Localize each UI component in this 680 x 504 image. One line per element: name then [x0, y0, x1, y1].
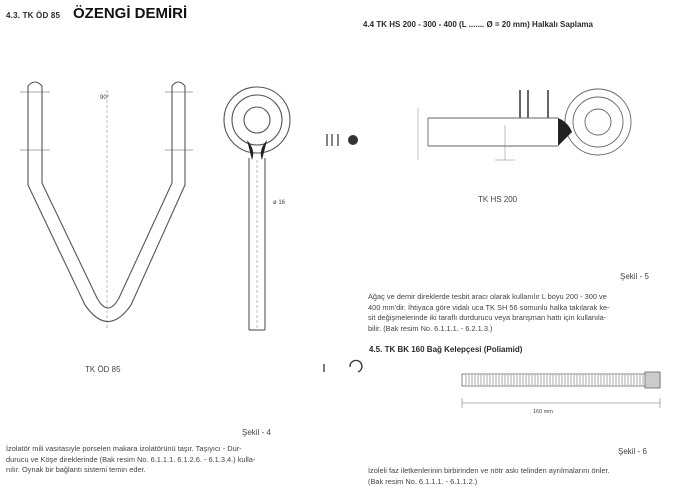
body-paragraph	[6, 444, 324, 476]
cable-tie-teeth	[466, 375, 643, 385]
text-line: İzoleli faz iletkenlerinin birbirinden ve nötr askı telinden ayrılmalarını önler.	[368, 466, 610, 475]
body-paragraph	[368, 466, 678, 487]
figure-caption: Şekil - 4	[242, 428, 271, 437]
drawing-label: TK ÖD 85	[85, 365, 121, 374]
drawing-label: TK HS 200	[478, 195, 518, 204]
figure-caption: Şekil - 5	[620, 272, 649, 281]
hook-symbol	[324, 360, 362, 372]
text-line: nılır. Oynak bir bağlantı sistemi temin eder.	[6, 465, 146, 474]
text-line: İzolatör mili vasıtasıyle porselen makara izolatörünü taşır. Taşıyıcı - Dur-	[6, 444, 242, 453]
section-title: 4.4 TK HS 200 - 300 - 400 (L ....... Ø = 20 mm) Halkalı Saplama	[363, 20, 593, 29]
dimension-label: ø 16	[273, 200, 286, 206]
nut-symbols	[327, 134, 358, 146]
text-line: Ağaç ve demir direklerde tesbit aracı olarak kullanılır L boyu 200 - 300 ve	[368, 292, 607, 301]
dimension-label: 90°	[100, 95, 110, 101]
stirrup-drawing	[20, 82, 193, 330]
section-number: 4.3. TK ÖD 85	[6, 11, 61, 20]
halkali-saplama-drawing	[418, 89, 631, 160]
text-line: (Bak resim No. 6.1.1.1. - 6.1.1.2.)	[368, 476, 478, 486]
text-line: bilir. (Bak resim No. 6.1.1.1. - 6.2.1.3.)	[368, 323, 493, 333]
body-paragraph	[368, 292, 678, 334]
dimension-label: 160 mm	[533, 409, 553, 415]
eye-bolt-drawing	[224, 87, 290, 330]
text-line: sit değişmelerinde iki taraflı durdurucu veya branşman hattı için kullanıla-	[368, 313, 607, 322]
section-title: 4.5. TK BK 160 Bağ Kelepçesi (Poliamid)	[369, 345, 523, 354]
cable-tie-drawing	[462, 372, 660, 408]
text-line: 400 mm'dir. İhtiyaca göre vidalı uca TK SH 56 somunlu halka takılarak ke-	[368, 302, 610, 312]
text-line: durucu ve Köşe direklerinde (Bak resim No. 6.1.1.1. 6.1.2.6. - 6.1.3.4.) kulla-	[6, 454, 256, 464]
section-title: ÖZENGİ DEMİRİ	[73, 5, 188, 22]
figure-caption: Şekil - 6	[618, 447, 647, 456]
